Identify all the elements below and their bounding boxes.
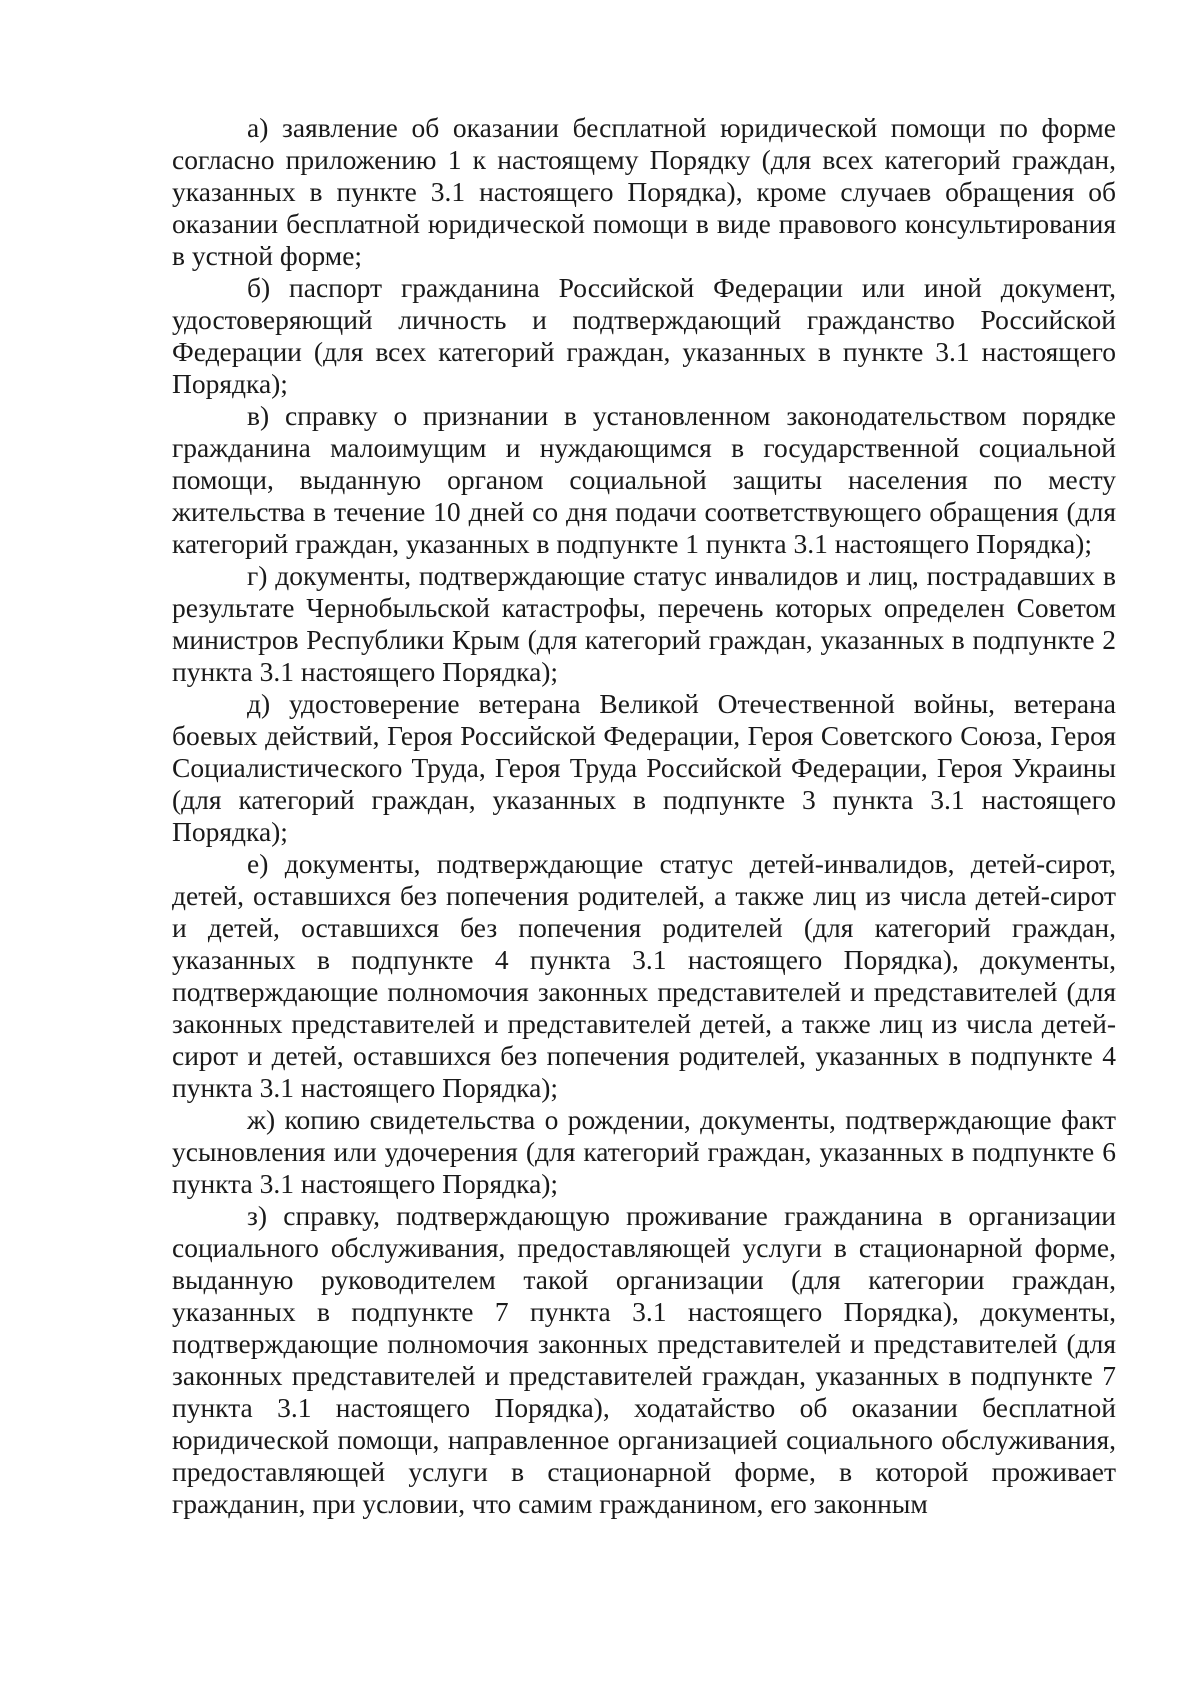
document-page <box>172 112 1116 1520</box>
paragraph-item-a: а) заявление об оказании бесплатной юридической помощи по форме согласно приложению 1 к настоящему Порядку (для всех категорий граждан, указанных в пункте 3.1 настоящего Порядка), кроме случаев обращения об оказании бесплатной юридической помощи в виде правового консультирования в устной форме; <box>172 112 1116 271</box>
paragraph-item-z: з) справку, подтверждающую проживание гражданина в организации социального обслуживания, предоставляющей услуги в стационарной форме, выданную руководителем такой организации (для категории граждан, указанных в подпункте 7 пункта 3.1 настоящего Порядка), документы, подтверждающие полномочия законных представителей и представителей (для законных представителей и представителей граждан, указанных в подпункте 7 пункта 3.1 настоящего Порядка), ходатайство об оказании бесплатной юридической помощи, направленное организацией социального обслуживания, предоставляющей услуги в стационарной форме, в которой проживает гражданин, при условии, что самим гражданином, его законным <box>172 1200 1116 1519</box>
paragraph-item-b: б) паспорт гражданина Российской Федерации или иной документ, удостоверяющий личность и подтверждающий гражданство Российской Федерации (для всех категорий граждан, указанных в пункте 3.1 настоящего Порядка); <box>172 272 1116 399</box>
paragraph-item-g: г) документы, подтверждающие статус инвалидов и лиц, пострадавших в результате Чернобыльской катастрофы, перечень которых определен Советом министров Республики Крым (для категорий граждан, указанных в подпункте 2 пункта 3.1 настоящего Порядка); <box>172 560 1116 687</box>
paragraph-item-d: д) удостоверение ветерана Великой Отечественной войны, ветерана боевых действий, Героя Российской Федерации, Героя Советского Союза, Героя Социалистического Труда, Героя Труда Российской Федерации, Героя Украины (для категорий граждан, указанных в подпункте 3 пункта 3.1 настоящего Порядка); <box>172 688 1116 847</box>
paragraph-item-e: е) документы, подтверждающие статус детей-инвалидов, детей-сирот, детей, оставшихся без попечения родителей, а также лиц из числа детей-сирот и детей, оставшихся без попечения родителей (для категорий граждан, указанных в подпункте 4 пункта 3.1 настоящего Порядка), документы, подтверждающие полномочия законных представителей и представителей (для законных представителей и представителей детей, а также лиц из числа детей-сирот и детей, оставшихся без попечения родителей, указанных в подпункте 4 пункта 3.1 настоящего Порядка); <box>172 848 1116 1103</box>
paragraph-item-zh: ж) копию свидетельства о рождении, документы, подтверждающие факт усыновления или удочерения (для категорий граждан, указанных в подпункте 6 пункта 3.1 настоящего Порядка); <box>172 1104 1116 1199</box>
paragraph-item-v: в) справку о признании в установленном законодательством порядке гражданина малоимущим и нуждающимся в государственной социальной помощи, выданную органом социальной защиты населения по месту жительства в течение 10 дней со дня подачи соответствующего обращения (для категорий граждан, указанных в подпункте 1 пункта 3.1 настоящего Порядка); <box>172 400 1116 559</box>
